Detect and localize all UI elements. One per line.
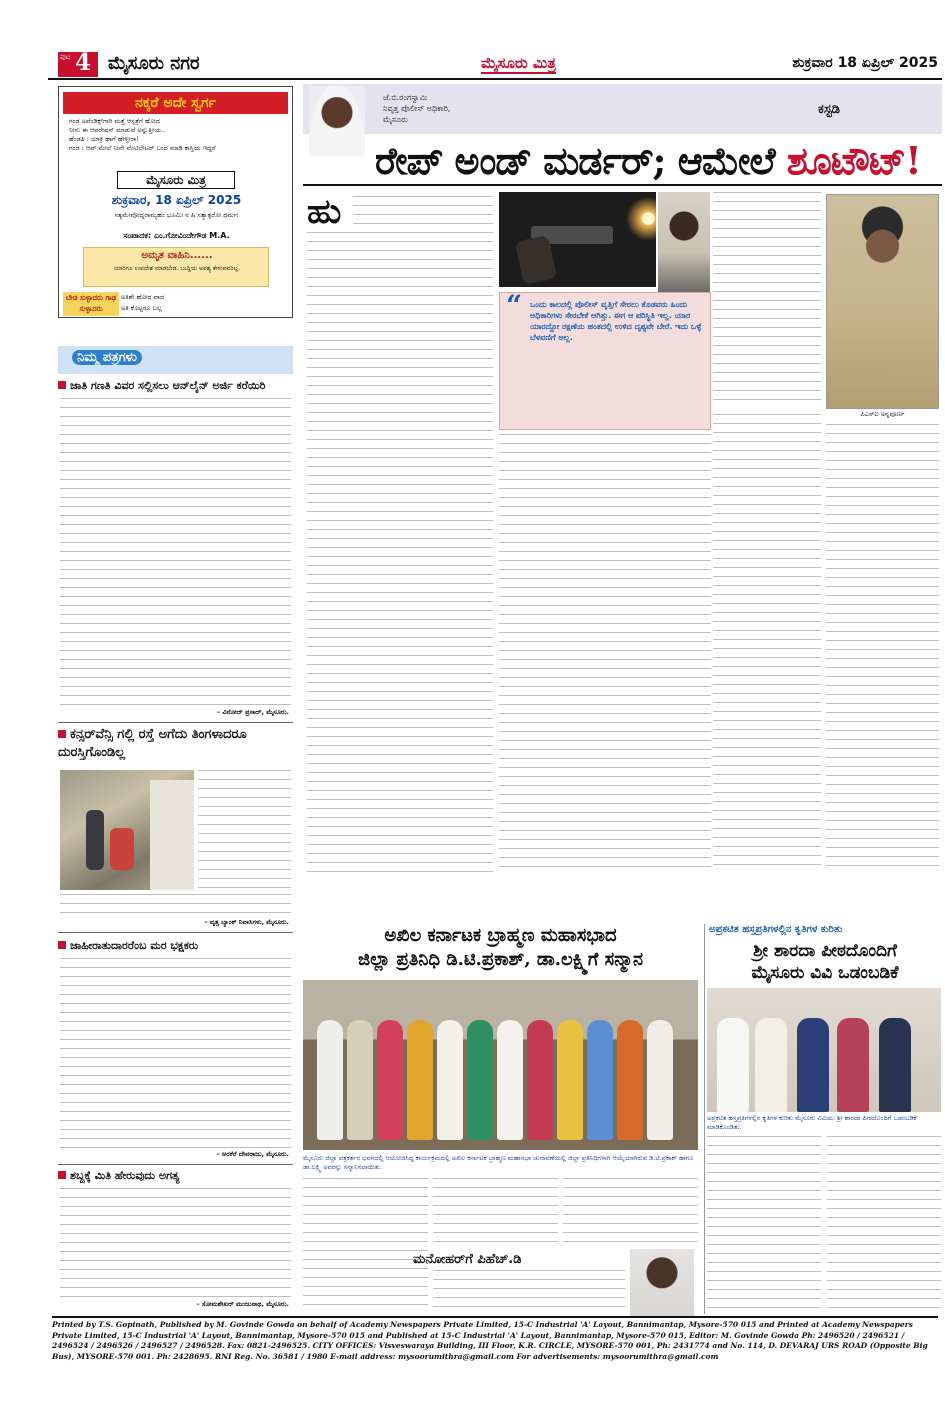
letter-signature: – ವಿನೋದ್ ಪ್ರಸಾದ್, ಮೈಸೂರು.: [216, 708, 289, 716]
section-title: ಮೈಸೂರು ನಗರ: [108, 53, 200, 74]
story-column: [307, 232, 493, 872]
mou-photo: [707, 988, 941, 1112]
photo-person: [467, 1020, 493, 1140]
photo-caption: ಅಪ್ರಕಟಿತ ಹಸ್ತಪ್ರತಿಗಳಲ್ಲಿನ ಕೃತಿಗಳ ಕುರಿತು ಮೈಸೂರು ವಿವಿಯು ಶ್ರೀ ಶಾರದಾ ಪೀಠದೊಂದಿಗೆ ಒಡಂಬಡಿಕೆ ಮಾಡಿಕೊಂಡಿತು.: [707, 1114, 917, 1131]
bullet-icon: [58, 941, 66, 949]
editor-line: ಸಂಪಾದಕ: ಎಂ.ಗೋವಿಂದೇಗೌಡ M.A.: [123, 231, 230, 240]
edition-date: ಶುಕ್ರವಾರ, 18 ಏಪ್ರಿಲ್ 2025: [111, 193, 242, 207]
photo-person: [837, 1018, 869, 1112]
story-column: [433, 1178, 558, 1248]
sharada-headline: ಶ್ರೀ ಶಾರದಾ ಪೀಠದೊಂದಿಗೆ ಮೈಸೂರು ವಿವಿ ಒಡಂಬಡಿಕೆ: [751, 941, 899, 983]
saying-label: ಬೇಡ ಸುಳ್ಳಾದರು ಗಾಢ ಸುಳ್ಳಾದರು: [63, 292, 119, 316]
story-column: [827, 1136, 941, 1312]
photo-person: [317, 1020, 343, 1140]
divider: [58, 932, 293, 933]
felicitation-photo: [303, 980, 698, 1150]
letters-header: [58, 346, 293, 374]
left-column: [58, 86, 293, 1314]
letters-title: ನಿಮ್ಮ ಪತ್ರಗಳು: [72, 350, 142, 365]
lead-story: [303, 84, 942, 954]
letter-signature: – ಅರಕೆರೆ ದೇವರಾಜು, ಮೈಸೂರು.: [216, 1150, 289, 1158]
story-column: [713, 192, 821, 408]
pull-quote-text: ಒಂದು ಕಾಲದಲ್ಲಿ ಪೊಲೀಸ್ ವೃತ್ತಿಗೆ ಸೇರಲು ಕೊಡವರು ಹಿಂದು ಅಧಿಕಾರಿಗಳು ಸೇರಬೇಕೆ ಆಗಿತ್ತು. ಈಗ ಆ ಪರಿಸ್ಥಿತಿ ಇಲ್ಲ. ಯಾರ ಯಾರದ್ದೋ ರಕ್ಷಣೆಯ ಹಂತದಲ್ಲಿ ಉಳಿದ ದೃಶ್ಯವೇ ಬೇರೆ. ಇದು ಒಳ್ಳೆ ಬೆಳವಣಿಗೆ ಅಲ್ಲ.: [530, 300, 702, 342]
photo-person: [617, 1020, 643, 1140]
photo-person: [797, 1018, 829, 1112]
story-column: [826, 424, 939, 872]
letter-body: [198, 770, 291, 890]
story-column: [707, 1136, 821, 1312]
divider: [58, 1164, 293, 1165]
nakkare-title: ನಕ್ಕರೆ ಅದೇ ಸ್ವರ್ಗ: [63, 92, 288, 114]
brahmana-story: [303, 924, 698, 1314]
amrutha-text: ಯಾರಿಗೂ ಉಪದೇಶ ಮಾಡಬೇಡ. ಬುದ್ಧಿಯ ಅವಶ್ಯ ಕೇಳುವವರಿಲ್ಲ.: [113, 265, 241, 272]
masthead-logo: ಮೈಸೂರು ಮಿತ್ರ: [481, 54, 556, 72]
sharada-story: [704, 924, 942, 1314]
bullet-icon: [58, 730, 66, 738]
letter-signature: – ಸೋಮಶೇಖರ್ ಮಂಜುನಾಥ, ಮೈಸೂರು.: [196, 1300, 289, 1308]
nakkare-box: [58, 86, 293, 318]
photo-person: [86, 810, 104, 870]
photo-person: [587, 1020, 613, 1140]
officer-caption: ಪಿಎಸ್‌ಐ ಅನ್ನಪೂರ್ಣ: [860, 410, 905, 418]
letter-body: [60, 958, 291, 1148]
letter-signature: – ವೃತ್ತ ಬ್ಯಾಂಕ್ ನಿವಾಸಿಗಳು, ಮೈಸೂರು.: [204, 918, 289, 926]
brahmana-headline: ಅಖಿಲ ಕರ್ನಾಟಕ ಬ್ರಾಹ್ಮಣ ಮಹಾಸಭಾದ ಜಿಲ್ಲಾ ಪ್ರತಿನಿಧಿ ಡಿ.ಟಿ.ಪ್ರಕಾಶ್, ಡಾ.ಲಕ್ಷ್ಮಿಗೆ ಸನ್ಮಾನ: [357, 925, 644, 970]
letter-title: ಜಾಹೀರಾತುದಾರರೆಂಬ ಮರ ಭಕ್ಷಕರು: [58, 938, 293, 953]
saying-text: [121, 292, 285, 316]
suspect-photo: [658, 192, 710, 292]
photo-person: [557, 1020, 583, 1140]
photo-person: [347, 1020, 373, 1140]
headline: ರೇಪ್ ಅಂಡ್ ಮರ್ಡರ್; ಆಮೇಲೆ ಶೂಟೌಟ್!: [375, 138, 921, 183]
imprint-text: Printed by T.S. Gopinath, Published by M. Govinde Gowda on behalf of Academy Newspapers Private Limited, 15-C Industrial 'A' Layout, Bannimantap, Mysore-570 015 and Printed at Academy Newspapers Private Limited, 15-C Industrial 'A' Layout, Bannimantap, Mysore-570 015 and Published at 15-C Industrial 'A' Layout, Bannimantap, Mysore-570 015, Editor: M. Govinde Gowda Ph: 2496520 / 2496521 / 2496524 / 2496526 / 2496527 / 2496528. Fax: 0821-2496525. CITY OFFICES: Visveswaraya Building, III Floor, K.R. CIRCLE, MYSORE-570 001, Ph: 2431774 and No. 114, D. DEVARAJ URS ROAD (Opposite Big Bus), MYSORE-570 001. Ph: 2428695. RNI Reg. No. 36581 / 1980 E-mail address: mysoorumithra@gmail.com For advertisements: mysoorumithra@gmail.com: [52, 1320, 928, 1361]
joke-line: ಹೆಂಡತಿ : ಯಾಕ್ರಿ ಹಾಗೆ ಹೇಳ್ತೀರಾ!: [69, 135, 139, 143]
author-photo: [309, 86, 365, 156]
story-column: [713, 414, 821, 872]
headline-rule: [303, 184, 942, 186]
headline-highlight: ಶೂಟೌಟ್!: [786, 138, 921, 183]
letter-body: [60, 398, 291, 706]
photo-wall: [150, 780, 194, 890]
photo-person: [717, 1018, 749, 1112]
page-number: 4: [75, 49, 92, 76]
page-label: ಪುಟ: [60, 53, 71, 61]
bullet-icon: [58, 381, 66, 389]
phd-headline: ಮನೋಹರ್‌ಗೆ ಪಿಹೆಚ್.ಡಿ: [413, 1252, 522, 1267]
story-kicker: ಕಸ್ಟಡಿ: [818, 102, 840, 117]
page-header: [48, 50, 942, 80]
letter-body: [60, 1188, 291, 1300]
letter-title: ಕನ್ಸರ್‌ವೆನ್ಸಿ ಗಲ್ಲಿ ರಸ್ತೆ ಅಗೆದು ತಿಂಗಳಾದರೂ ದುರಸ್ತಿಗೊಂಡಿಲ್ಲ: [58, 727, 247, 760]
story-column: [563, 1178, 698, 1248]
author-name: ಜೆ.ಬಿ.ರಂಗಸ್ವಾಮಿ: [383, 93, 428, 102]
photo-person: [377, 1020, 403, 1140]
phd-photo: [630, 1249, 694, 1317]
joke-line: ನೀನು ಈ ಆಪರೇಷನ್ ಮಾಡುವೆ ಅನ್ನುತ್ತೀಯ..: [69, 126, 166, 134]
author-city: ಮೈಸೂರು: [383, 115, 408, 124]
story-column: [499, 434, 711, 872]
page-number-box: [58, 49, 98, 77]
photo-person: [110, 828, 134, 870]
motto: ಸತ್ಯಮೇವೋದ್ಧರಾಮ್ಯಹಂ ಭೂಮಿಃ ನ ಹಿ ಸತ್ಯಾತ್ಪರೋ ಧರ್ಮಃ: [114, 211, 239, 219]
letter-title: ಶಬ್ದಕ್ಕೆ ಮಿತಿ ಹೇರುವುದು ಅಗತ್ಯ: [58, 1168, 293, 1183]
author-byline: [383, 92, 450, 125]
joke-line: ಗಂಡ : ಆಪ್ ಮೇಲೆ ನೀನೇ ವೆಂಟಿಲೇಟರ್ ಬಂದ ಮಾಡಿ ಕಾಸ್ತಿಯ ಇದ್ದರೆ: [69, 144, 216, 152]
letter-body: [60, 894, 291, 916]
photo-caption: ಮೈಸೂರು ಜಿಲ್ಲಾ ಪತ್ರಕರ್ತರ ಭವನದಲ್ಲಿ ಆಯೋಜಿಸಿದ್ದ ಕಾರ್ಯಕ್ರಮದಲ್ಲಿ ಅಖಿಲ ಕರ್ನಾಟಕ ಬ್ರಾಹ್ಮಣ ಮಹಾಸಭಾ ಚುನಾವಣೆಯಲ್ಲಿ ಜಿಲ್ಲಾ ಪ್ರತಿನಿಧಿಗಳಾಗಿ ಆಯ್ಕೆಯಾಗಿರುವ ಡಿ.ಟಿ.ಪ್ರಕಾಶ್ ಹಾಗೂ ಡಾ.ಲಕ್ಷ್ಮಿ ಅವರನ್ನು ಸನ್ಮಾನಿಸಲಾಯಿತು.: [303, 1154, 694, 1171]
story-column: [353, 196, 493, 230]
mini-masthead: ಮೈಸೂರು ಮಿತ್ರ: [117, 171, 235, 189]
letter-title: ಜಾತಿ ಗಣತಿ ವಿವರ ಸಲ್ಲಿಸಲು ಆನ್‌ಲೈನ್ ಅರ್ಜಿ ಕರೆಯಿರಿ: [58, 378, 293, 393]
photo-person: [497, 1020, 523, 1140]
drop-cap: ಹು: [307, 192, 342, 232]
photo-person: [879, 1018, 911, 1112]
author-role: ನಿವೃತ್ತ ಪೊಲೀಸ್ ಅಧಿಕಾರಿ,: [383, 104, 451, 113]
story-kicker: ಅಪ್ರಕಟಿತ ಹಸ್ತಪ್ರತಿಗಳಲ್ಲಿನ ಕೃತಿಗಳ ಕುರಿತು: [709, 924, 843, 935]
pull-quote: [499, 289, 711, 430]
nakkare-joke: [69, 117, 284, 153]
imprint-footer: [52, 1316, 938, 1368]
story-column: [303, 1178, 428, 1312]
officer-photo: [826, 194, 939, 409]
amrutha-title: ಅಮೃತ ವಾಹಿನಿ......: [141, 250, 213, 261]
photo-person: [437, 1020, 463, 1140]
quote-mark-icon: “: [506, 289, 523, 322]
joke-line: ಗಂಡ ಅಪೆಂಡಿಕ್ಸ್‌ಗಾಗಿ ಮತ್ತೆ ಆಸ್ಪತ್ರೆಗೆ ಹೋದ: [69, 117, 160, 125]
header-date: ಶುಕ್ರವಾರ 18 ಏಪ್ರಿಲ್ 2025: [792, 55, 938, 71]
gun-photo: [499, 192, 656, 287]
saying-line: ಅತಿಶೇ ಹೋದ ವಾದ: [121, 293, 165, 301]
divider: [58, 722, 293, 723]
photo-person: [647, 1020, 673, 1140]
bullet-icon: [58, 1171, 66, 1179]
photo-person: [527, 1020, 553, 1140]
photo-person: [755, 1018, 787, 1112]
saying-line: ಅತಿ ಕೊಟ್ಟರೂ ಬಲ್ಲ: [121, 304, 162, 312]
photo-person: [407, 1020, 433, 1140]
road-photo: [60, 770, 194, 890]
amrutha-vahini-box: [83, 247, 269, 287]
story-column: [433, 1270, 625, 1312]
newspaper-page: [48, 50, 942, 1424]
